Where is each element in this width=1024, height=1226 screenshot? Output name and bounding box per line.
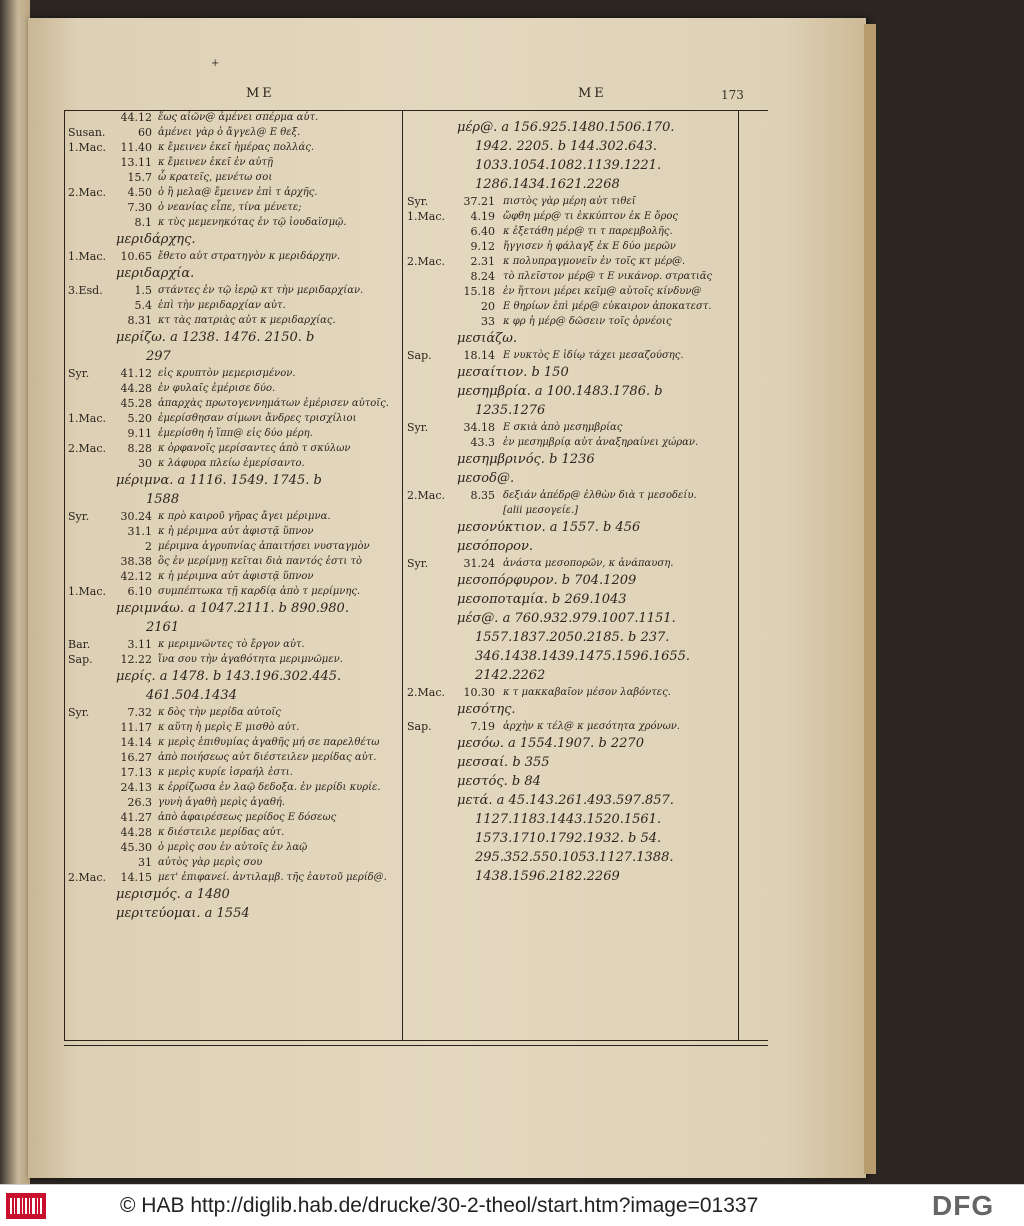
verse-reference: 45.28 [120,397,152,410]
citation-text: ἀρχὴν κ τέλ@ κ μεσότητα χρόνων. [503,721,680,732]
lemma-continuation: 1033.1054.1082.1139.1221. [475,158,662,173]
verse-reference: 20 [481,300,495,313]
citation-text: ἐμερίσθη ἡ ἵππ@ εἰς δύο μέρη. [158,428,313,439]
lemma-headword: μεσοδ@. [457,471,515,486]
page-number: 173 [721,88,744,102]
citation-row [66,155,402,170]
citation-text: κ μεριμνῶντες τὸ ἔργον αὐτ. [158,639,305,650]
verse-reference: 44.28 [120,826,152,839]
verse-reference: 15.7 [127,171,152,184]
verse-reference: 11.40 [120,141,152,154]
citation-row [66,110,402,125]
lemma-continuation: 1286.1434.1621.2268 [475,177,620,192]
citation-text: κ ἔμεινεν ἐκεῖ ἐν αὐτῇ [158,157,273,168]
verse-reference: 33 [481,315,495,328]
citation-row [405,299,741,314]
citation-row [66,735,402,750]
verse-reference: 44.12 [120,111,152,124]
citation-text: ἤγγισεν ἡ φάλαγξ ἐκ Ε δύο μερῶν [503,241,676,252]
verse-reference: 42.12 [120,570,152,583]
citation-row [66,825,402,840]
citation-text: ἀνάστα μεσοπορῶν, κ ἀνάπαυση. [503,558,674,569]
citation-text: κ φρ ἡ μέρ@ δῶσειν τοῖς ὀρνέοις [503,316,672,327]
verse-reference: 43.3 [470,436,495,449]
verse-reference: 2.31 [470,255,495,268]
citation-text: ἀμένει γὰρ ὁ ἄγγελ@ Ε θεξ. [158,127,301,138]
book-abbreviation: 3.Esd. [68,284,103,297]
lemma-headword: μετά. a 45.143.261.493.597.857. [457,793,674,808]
citation-row [66,855,402,870]
verse-reference: 45.30 [120,841,152,854]
lemma-continuation: 2142.2262 [475,668,546,683]
verse-reference: 31.24 [463,557,495,570]
citation-text: κ αὕτη ἡ μερὶς Ε μισθὸ αὐτ. [158,722,300,733]
verse-reference: 30 [138,457,152,470]
citation-row [66,396,402,411]
citation-row [66,366,402,381]
verse-reference: 5.20 [127,412,152,425]
citation-row [66,780,402,795]
lemma-headword: μεριδαρχία. [116,266,195,281]
lemma-continuation: 1942. 2205. b 144.302.643. [475,139,657,154]
citation-text: μέριμνα ἀγρυπνίας ἀπαιτήσει νυσταγμὸν [158,541,370,552]
lemma-continuation: 297 [146,349,171,364]
verse-reference: 9.12 [470,240,495,253]
page-star-mark: + [211,58,220,69]
citation-row [66,720,402,735]
right-column [405,118,741,886]
lemma-headword: μεσιάζω. [457,331,517,346]
verse-reference: 7.30 [127,201,152,214]
citation-text: κ ἡ μέριμνα αὐτ ἀφιστᾷ ὕπνον [158,571,314,582]
lemma-headword: μεσσαί. b 355 [457,755,550,770]
lemma-headword: μερίζω. a 1238. 1476. 2150. b [116,330,315,345]
citation-text: πιστὸς γὰρ μέρη αὐτ τιθεῖ [503,196,636,207]
citation-text: κ λάφυρα πλείω ἐμερίσαντο. [158,458,305,469]
left-page-edge [0,0,30,1184]
lemma-continuation: 1127.1183.1443.1520.1561. [475,812,662,827]
citation-row [66,524,402,539]
page-fore-edge [864,24,876,1174]
citation-row [405,488,741,503]
running-head-left: ΜΕ [246,86,275,101]
citation-row [405,503,741,518]
citation-text: κ ἔμεινεν ἐκεῖ ἡμέρας πολλάς. [158,142,315,153]
citation-row [66,411,402,426]
verse-reference: 3.11 [127,638,152,651]
citation-text: κ δὸς τὴν μερίδα αὐτοῖς [158,707,281,718]
citation-text: κ μερὶς κυρίε ἰσραήλ ἐστι. [158,767,293,778]
book-abbreviation: Syr. [407,195,429,208]
verse-reference: 7.32 [127,706,152,719]
citation-row [405,239,741,254]
verse-reference: 31 [138,856,152,869]
lemma-continuation: 2161 [146,620,180,635]
citation-text: κ διέστειλε μερίδας αὐτ. [158,827,285,838]
citation-row [66,765,402,780]
citation-row [405,254,741,269]
column-divider [402,110,403,1040]
lemma-continuation: 295.352.550.1053.1127.1388. [475,850,674,865]
citation-text: ὁ μερὶς σου ἐν αὐτοῖς ἐν λαῷ [158,842,308,853]
verse-reference: 16.27 [120,751,152,764]
book-abbreviation: Syr. [407,421,429,434]
lemma-continuation: 461.504.1434 [146,688,237,703]
lemma-headword: μεριδάρχης. [116,232,196,247]
citation-text: κ τ μακκαβαῖον μέσον λαβόντες. [503,687,671,698]
citation-row [405,348,741,363]
lemma-continuation: 1573.1710.1792.1932. b 54. [475,831,662,846]
verse-reference: 10.65 [120,250,152,263]
citation-row [66,426,402,441]
verse-reference: 8.24 [470,270,495,283]
citation-row [66,840,402,855]
lemma-headword: μεσόπορον. [457,539,534,554]
verse-reference: 34.18 [463,421,495,434]
verse-reference: 4.50 [127,186,152,199]
citation-text: κ πρὸ καιροῦ γῆρας ἄγει μέριμνα. [158,511,331,522]
citation-row [405,284,741,299]
citation-text: αὐτὸς γὰρ μερὶς σου [158,857,263,868]
book-abbreviation: 1.Mac. [68,141,106,154]
verse-reference: 6.10 [127,585,152,598]
book-abbreviation: 1.Mac. [407,210,445,223]
citation-text: ὁ ἢ μελα@ ἔμεινεν ἐπὶ τ ἀρχῆς. [158,187,318,198]
citation-row [405,194,741,209]
verse-reference: 5.4 [134,299,152,312]
verse-reference: 24.13 [120,781,152,794]
citation-row [66,870,402,885]
lemma-headword: μεστός. b 84 [457,774,541,789]
frame-rule-bottom-double [64,1045,768,1046]
book-abbreviation: Sap. [407,720,432,733]
citation-row [405,719,741,734]
book-abbreviation: Syr. [68,367,90,380]
citation-text: στάντες ἐν τῷ ἱερῷ κτ τὴν μεριδαρχίαν. [158,285,364,296]
lemma-continuation: 346.1438.1439.1475.1596.1655. [475,649,691,664]
lemma-headword: μεσοποταμία. b 269.1043 [457,592,627,607]
citation-row [405,314,741,329]
frame-rule-left [64,110,65,1040]
lemma-headword: μεσονύκτιον. a 1557. b 456 [457,520,641,535]
lemma-headword: μεριτεύομαι. a 1554 [116,906,250,921]
citation-row [66,313,402,328]
citation-text: ἀπὸ ἀφαιρέσεως μερίδος Ε δόσεως [158,812,337,823]
citation-row [66,810,402,825]
citation-row [405,435,741,450]
citation-row [405,224,741,239]
running-head-right: ΜΕ [578,86,607,101]
book-abbreviation: 1.Mac. [68,250,106,263]
citation-text: κ τὺς μεμενηκότας ἐν τῷ ἰουδαϊσμῷ. [158,217,347,228]
verse-reference: 8.1 [134,216,152,229]
citation-text: εἰς κρυπτὸν μεμερισμένον. [158,368,296,379]
book-abbreviation: Syr. [68,706,90,719]
verse-reference: 1.5 [134,284,152,297]
lemma-continuation: 1438.1596.2182.2269 [475,869,620,884]
citation-text: ἐπὶ τὴν μεριδαρχίαν αὐτ. [158,300,286,311]
citation-text: τὸ πλεῖστον μέρ@ τ Ε νικάνορ. στρατιᾶς [503,271,713,282]
citation-row [66,652,402,667]
citation-text: ἐν φυλαῖς ἐμέρισε δύο. [158,383,276,394]
book-abbreviation: 2.Mac. [68,186,106,199]
verse-reference: 6.40 [470,225,495,238]
verse-reference: 41.12 [120,367,152,380]
book-abbreviation: Syr. [68,510,90,523]
citation-row [66,381,402,396]
verse-reference: 38.38 [120,555,152,568]
verse-reference: 18.14 [463,349,495,362]
verse-reference: 9.11 [127,427,152,440]
dfg-logo: DFG [932,1190,995,1221]
verse-reference: 14.15 [120,871,152,884]
citation-text: ὃς ἐν μερίμνῃ κεῖται διὰ παντός ἐστι τὸ [158,556,363,567]
verse-reference: 60 [138,126,152,139]
book-abbreviation: Sap. [68,653,93,666]
lemma-headword: μεσημβρινός. b 1236 [457,452,595,467]
lemma-headword: μεσοπόρφυρον. b 704.1209 [457,573,637,588]
book-abbreviation: 2.Mac. [407,489,445,502]
hab-barcode-logo-icon [6,1193,46,1219]
citation-text: κ ἐξετάθη μέρ@ τι τ παρεμβολῆς. [503,226,673,237]
citation-row [405,685,741,700]
frame-rule-bottom [64,1040,768,1041]
citation-text: κ ὀρφανοῖς μερίσαντες ἀπὸ τ σκύλων [158,443,351,454]
citation-text: μετ' ἐπιφανεί. ἀντιλαμβ. τῆς ἑαυτοῦ μερίδ@. [158,872,387,883]
citation-text: Ε σκιὰ ἀπὸ μεσημβρίας [503,422,623,433]
book-page [28,18,866,1178]
book-abbreviation: Susan. [68,126,106,139]
book-abbreviation: Sap. [407,349,432,362]
verse-reference: 4.19 [470,210,495,223]
citation-text: ἔθετο αὐτ στρατηγὸν κ μεριδάρχην. [158,251,341,262]
verse-reference: 11.17 [120,721,152,734]
verse-reference: 12.22 [120,653,152,666]
verse-reference: 10.30 [463,686,495,699]
citation-text: ἐν ἥττονι μέρει κεῖμ@ αὐτοῖς κίνδυν@ [503,286,702,297]
citation-row [66,554,402,569]
verse-reference: 17.13 [120,766,152,779]
verse-reference: 7.19 [470,720,495,733]
citation-text: δεξιάν ἀπέδρ@ ἐλθὼν διὰ τ μεσοδείυ. [503,490,697,501]
citation-text: συμπέπτωκα τῇ καρδίᾳ ἀπὸ τ μερίμνης. [158,586,361,597]
verse-reference: 26.3 [127,796,152,809]
citation-row [66,750,402,765]
book-abbreviation: 2.Mac. [407,255,445,268]
book-abbreviation: 1.Mac. [68,412,106,425]
verse-reference: 41.27 [120,811,152,824]
citation-row [405,209,741,224]
book-abbreviation: Bar. [68,638,91,651]
citation-row [405,269,741,284]
verse-reference: 8.31 [127,314,152,327]
verse-reference: 31.1 [127,525,152,538]
citation-text: ὤφθη μέρ@ τι ἐκκύπτον ἐκ Ε ὄρος [503,211,678,222]
lemma-headword: μέριμνα. a 1116. 1549. 1745. b [116,473,322,488]
lemma-continuation: 1235.1276 [475,403,546,418]
citation-row [66,456,402,471]
citation-text: ἕως αἰῶν@ ἀμένει σπέρμα αὐτ. [158,112,319,123]
lemma-continuation: 1588 [146,492,180,507]
citation-row [66,170,402,185]
citation-text: ὦ κρατεῖς, μενέτω σοι [158,172,273,183]
verse-reference: 8.28 [127,442,152,455]
citation-row [405,420,741,435]
citation-row [66,283,402,298]
citation-text: ἀπαρχὰς πρωτογεννημάτων ἐμέρισεν αὐτοῖς. [158,398,389,409]
lemma-headword: μεσαίτιον. b 150 [457,365,569,380]
verse-reference: 2 [145,540,152,553]
citation-row [66,705,402,720]
book-abbreviation: 2.Mac. [68,442,106,455]
lemma-headword: μέσ@. a 760.932.979.1007.1151. [457,611,676,626]
citation-row [66,185,402,200]
citation-row [66,569,402,584]
citation-row [66,584,402,599]
copyright-url-text[interactable]: © HAB http://diglib.hab.de/drucke/30-2-theol/start.htm?image=01337 [120,1194,759,1217]
citation-row [66,539,402,554]
citation-row [66,795,402,810]
lemma-continuation: 1557.1837.2050.2185. b 237. [475,630,670,645]
citation-text: ἵνα σου τὴν ἀγαθότητα μεριμνῶμεν. [158,654,343,665]
verse-reference: 15.18 [463,285,495,298]
lemma-headword: μεσόω. a 1554.1907. b 2270 [457,736,644,751]
citation-row [66,215,402,230]
lemma-headword: μερίς. a 1478. b 143.196.302.445. [116,669,342,684]
citation-row [66,200,402,215]
verse-reference: 37.21 [463,195,495,208]
citation-row [66,249,402,264]
citation-row [66,637,402,652]
citation-row [405,556,741,571]
citation-row [66,298,402,313]
citation-text: ἐμερίσθησαν σίμωνι ἄνδρες τρισχίλιοι [158,413,357,424]
citation-text: κ πολυπραγμονεῖν ἐν τοῖς κτ μέρ@. [503,256,686,267]
citation-text: κ ἡ μέριμνα αὐτ ἀφιστᾷ ὕπνον [158,526,314,537]
citation-row [66,125,402,140]
citation-row [66,441,402,456]
lemma-headword: μεσημβρία. a 100.1483.1786. b [457,384,663,399]
book-abbreviation: 2.Mac. [407,686,445,699]
citation-text: [alii μεσογείε.] [503,505,579,516]
book-abbreviation: Syr. [407,557,429,570]
citation-row [66,509,402,524]
verse-reference: 30.24 [120,510,152,523]
verse-reference: 44.28 [120,382,152,395]
lemma-headword: μερισμός. a 1480 [116,887,230,902]
citation-text: Ε νυκτὸς Ε ἰδίῳ τάχει μεσαζούσης. [503,350,684,361]
citation-text: γυνὴ ἀγαθὴ μερὶς ἀγαθή. [158,797,286,808]
verse-reference: 13.11 [120,156,152,169]
viewer-footer [0,1184,1024,1226]
citation-row [66,140,402,155]
lemma-headword: μεριμνάω. a 1047.2111. b 890.980. [116,601,349,616]
left-column [66,110,402,923]
citation-text: κ μερὶς ἐπιθυμίας ἀγαθῆς μή σε παρελθέτω [158,737,380,748]
citation-text: ἐν μεσημβρίᾳ αὐτ ἀναξηραίνει χώραν. [503,437,699,448]
book-abbreviation: 2.Mac. [68,871,106,884]
citation-text: κτ τὰς πατριὰς αὐτ κ μεριδαρχίας. [158,315,336,326]
citation-text: ἀπὸ ποιήσεως αὐτ διέστειλεν μερίδας αὐτ. [158,752,377,763]
citation-text: Ε θηρίων ἐπὶ μέρ@ εὐκαιρον ἀποκατεστ. [503,301,712,312]
lemma-headword: μέρ@. a 156.925.1480.1506.170. [457,120,675,135]
citation-text: κ ἐρρίζωσα ἐν λαῷ δεδοξα. ἐν μερίδι κυρίε. [158,782,381,793]
verse-reference: 8.35 [470,489,495,502]
book-abbreviation: 1.Mac. [68,585,106,598]
lemma-headword: μεσότης. [457,702,516,717]
verse-reference: 14.14 [120,736,152,749]
citation-text: ὁ νεανίας εἶπε, τίνα μένετε; [158,202,302,213]
